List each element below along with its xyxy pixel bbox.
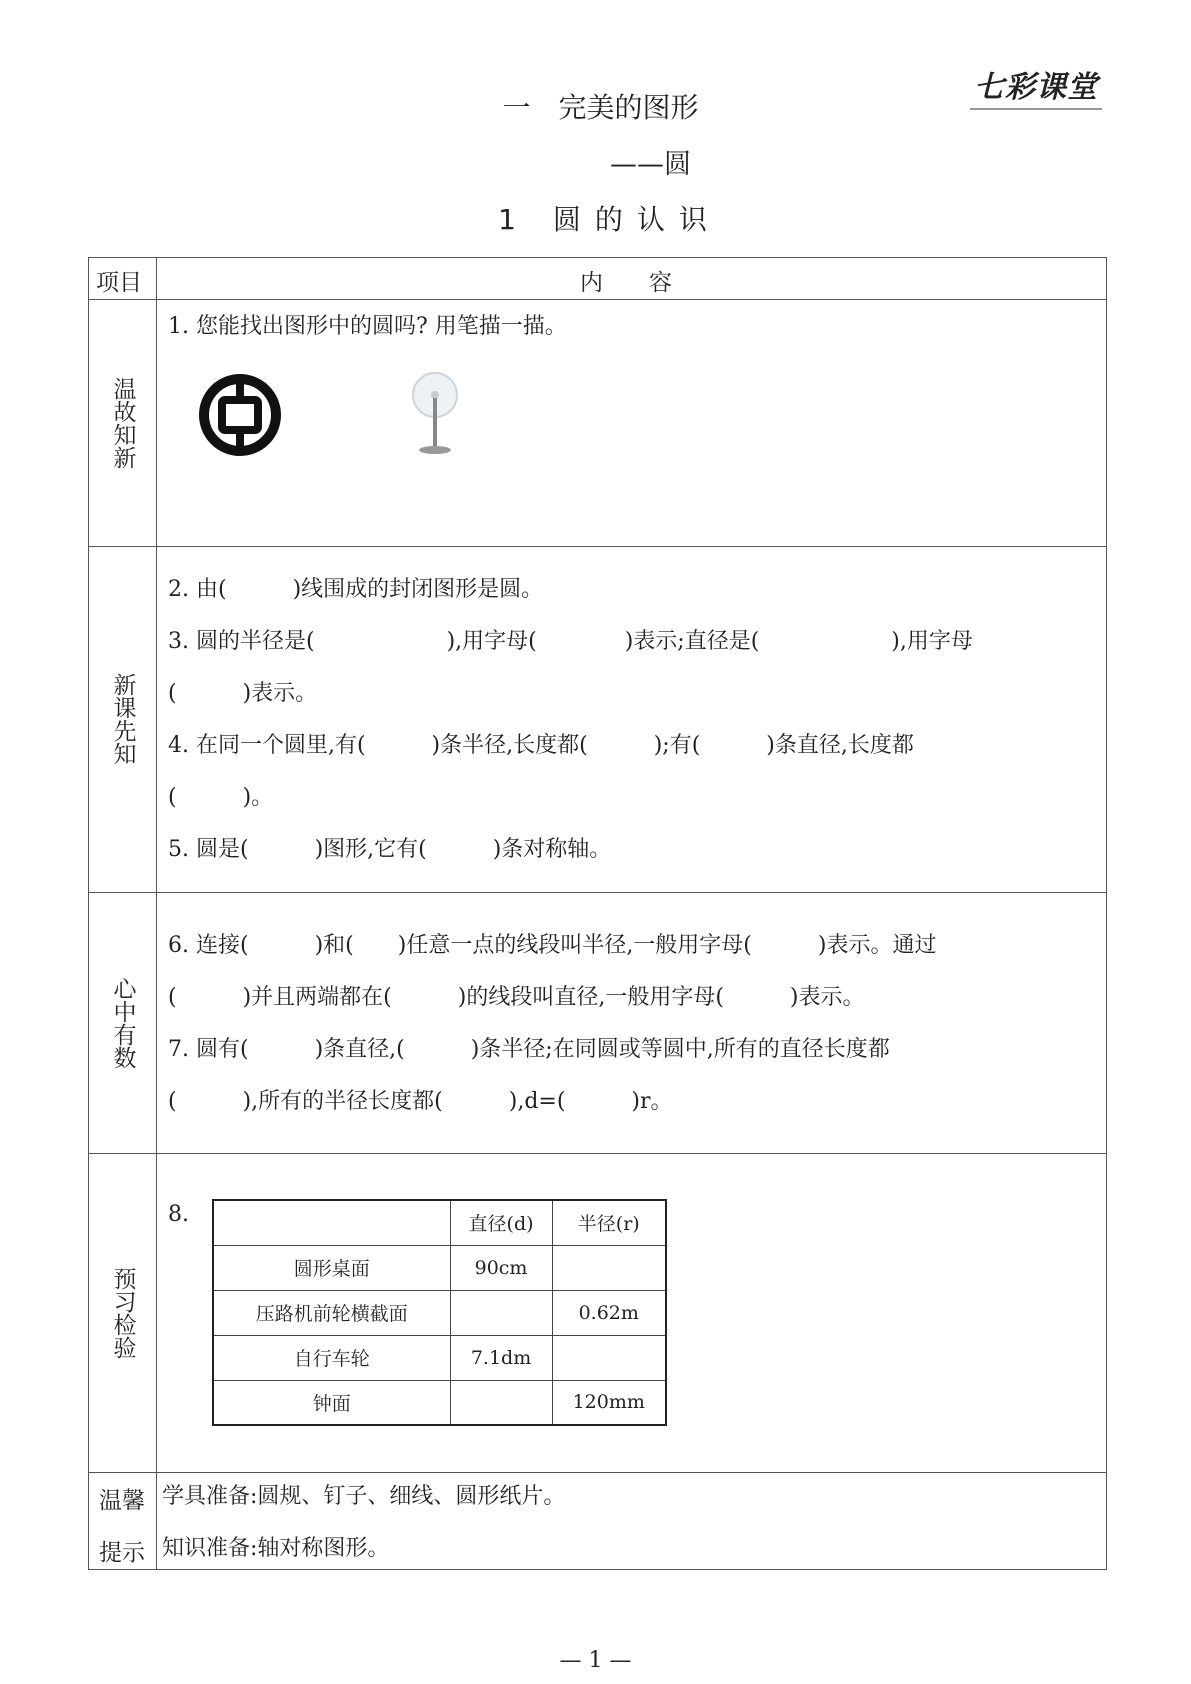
question-2: 2. 由( )线围成的封闭图形是圆。: [168, 577, 544, 602]
tip-knowledge: 知识准备:轴对称图形。: [162, 1536, 390, 1561]
tips-label-bottom: 提示: [99, 1540, 145, 1566]
cell[interactable]: [450, 1290, 552, 1335]
divider: [88, 892, 1107, 893]
header-content: 内 容: [580, 270, 672, 296]
chapter-subtitle: ——圆: [610, 149, 691, 180]
question-8-number: 8.: [168, 1202, 189, 1227]
cell[interactable]: [552, 1335, 666, 1380]
row-label: 自行车轮: [213, 1335, 450, 1380]
cell[interactable]: [552, 1245, 666, 1290]
row-label: 压路机前轮横截面: [213, 1290, 450, 1335]
electric-fan-icon: [405, 370, 465, 460]
bank-logo-icon: [198, 373, 282, 457]
cell[interactable]: 120mm: [552, 1380, 666, 1425]
question-3: 3. 圆的半径是( ),用字母( )表示;直径是( ),用字母: [168, 629, 973, 654]
question-6-cont: ( )并且两端都在( )的线段叫直径,一般用字母( )表示。: [168, 985, 865, 1010]
chapter-title: 一 完美的图形: [502, 91, 699, 124]
section-label: 预习检验: [109, 1266, 136, 1359]
cell[interactable]: 0.62m: [552, 1290, 666, 1335]
cell: [213, 1200, 450, 1245]
question-5: 5. 圆是( )图形,它有( )条对称轴。: [168, 837, 612, 862]
divider: [88, 1472, 1107, 1473]
lesson-title: 1 圆的认识: [498, 203, 721, 236]
row-label: 钟面: [213, 1380, 450, 1425]
divider: [88, 299, 1107, 300]
divider: [88, 1153, 1107, 1154]
tips-label-top: 温馨: [99, 1488, 145, 1514]
cell[interactable]: 90cm: [450, 1245, 552, 1290]
column-divider: [156, 257, 157, 1570]
header-item: 项目: [96, 270, 142, 296]
row-label: 圆形桌面: [213, 1245, 450, 1290]
cell[interactable]: [450, 1380, 552, 1425]
header-radius: 半径(r): [552, 1200, 666, 1245]
brand-logo: 七彩课堂: [970, 62, 1102, 110]
section-label: 心中有数: [109, 976, 136, 1069]
question-4: 4. 在同一个圆里,有( )条半径,长度都( );有( )条直径,长度都: [168, 733, 914, 758]
tip-tools: 学具准备:圆规、钉子、细线、圆形纸片。: [162, 1484, 566, 1509]
cell[interactable]: 7.1dm: [450, 1335, 552, 1380]
divider: [88, 546, 1107, 547]
circle-measure-table: [212, 1199, 667, 1426]
header-diameter: 直径(d): [450, 1200, 552, 1245]
section-label: 温故知新: [109, 376, 136, 469]
question-7: 7. 圆有( )条直径,( )条半径;在同圆或等圆中,所有的直径长度都: [168, 1037, 890, 1062]
question-7-cont: ( ),所有的半径长度都( ),d=( )r。: [168, 1089, 673, 1114]
question-1: 1. 您能找出图形中的圆吗? 用笔描一描。: [168, 314, 567, 339]
page-number: — 1 —: [559, 1648, 632, 1673]
question-6: 6. 连接( )和( )任意一点的线段叫半径,一般用字母( )表示。通过: [168, 933, 937, 958]
section-label: 新课先知: [109, 673, 136, 765]
question-3-cont: ( )表示。: [168, 681, 318, 706]
question-4-cont: ( )。: [168, 785, 274, 810]
